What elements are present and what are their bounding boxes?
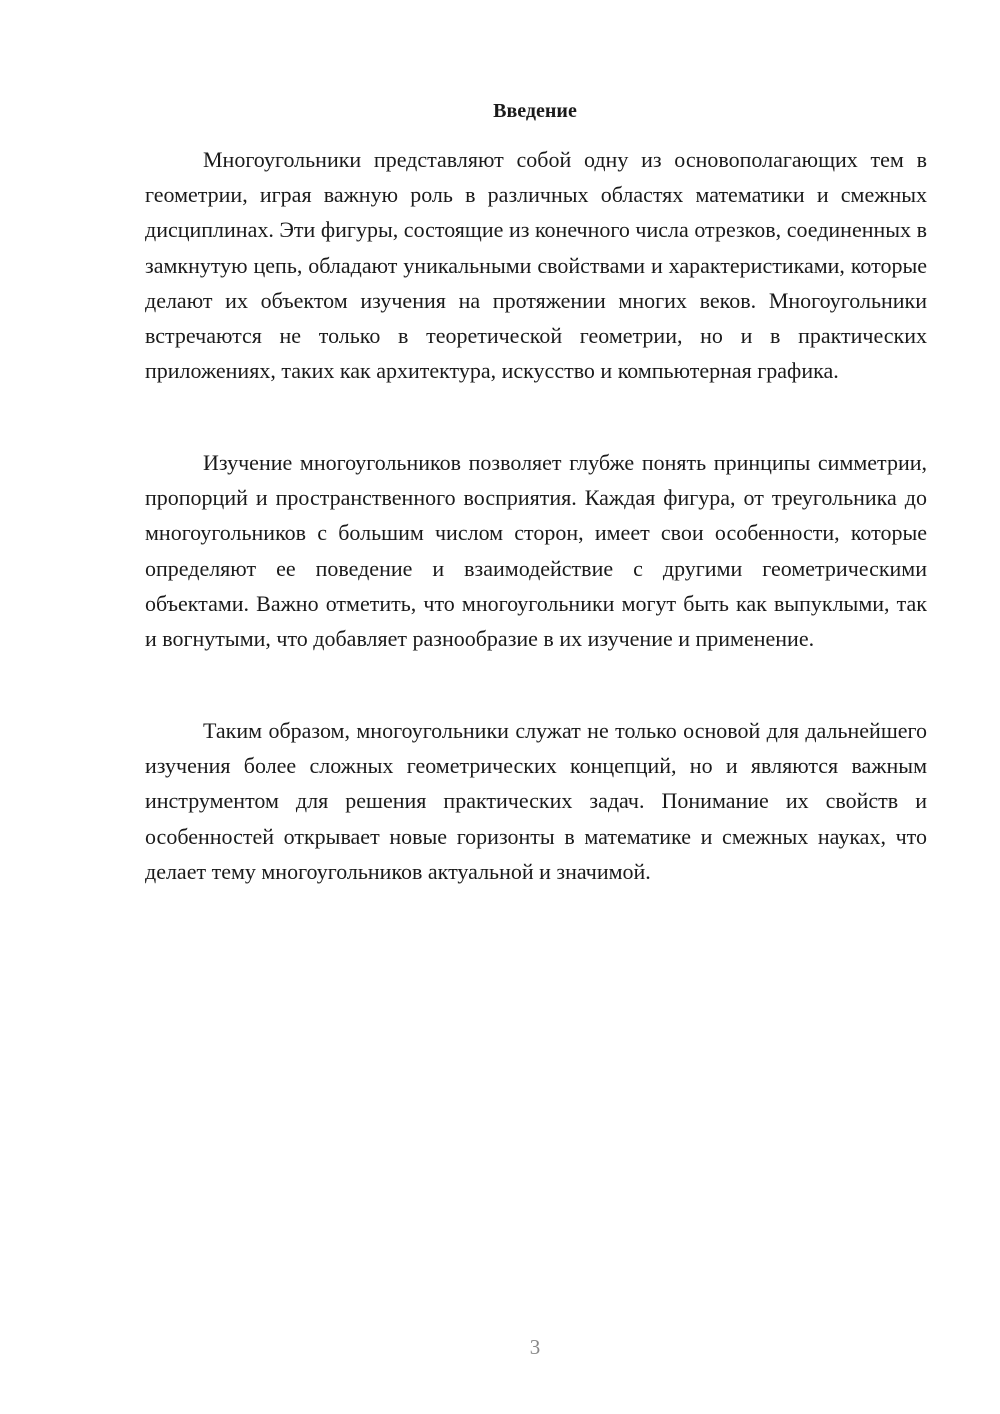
paragraph-1: Многоугольники представляют собой одну из основополагающих тем в геометрии, играя важную роль в различных областях математики и смежных дисциплинах. Эти фигуры, состоящие из конечного числа отрезков, соединенных в замкнутую цепь, обладают уникальными свойствами и характеристиками, которые делают их объектом изучения на протяжении многих веков. Многоугольники встречаются не только в теоретической геометрии, но и в практических приложениях, таких как архитектура, искусство и компьютерная графика. xyxy=(145,147,927,384)
section-title: Введение xyxy=(493,100,577,122)
paragraph-2: Изучение многоугольников позволяет глубже понять принципы симметрии, пропорций и пространственного восприятия. Каждая фигура, от треугольника до многоугольников с большим числом сторон, имеет свои особенности, которые определяют ее поведение и взаимодействие с другими геометрическими объектами. Важно отметить, что многоугольники могут быть как выпуклыми, так и вогнутыми, что добавляет разнообразие в их изучение и применение. xyxy=(145,450,927,652)
page-number: 3 xyxy=(529,1335,541,1359)
paragraph-3: Таким образом, многоугольники служат не только основой для дальнейшего изучения более сложных геометрических концепций, но и являются важным инструментом для решения практических задач. Понимание их свойств и особенностей открывает новые горизонты в математике и смежных науках, что делает тему многоугольников актуальной и значимой. xyxy=(145,718,927,884)
